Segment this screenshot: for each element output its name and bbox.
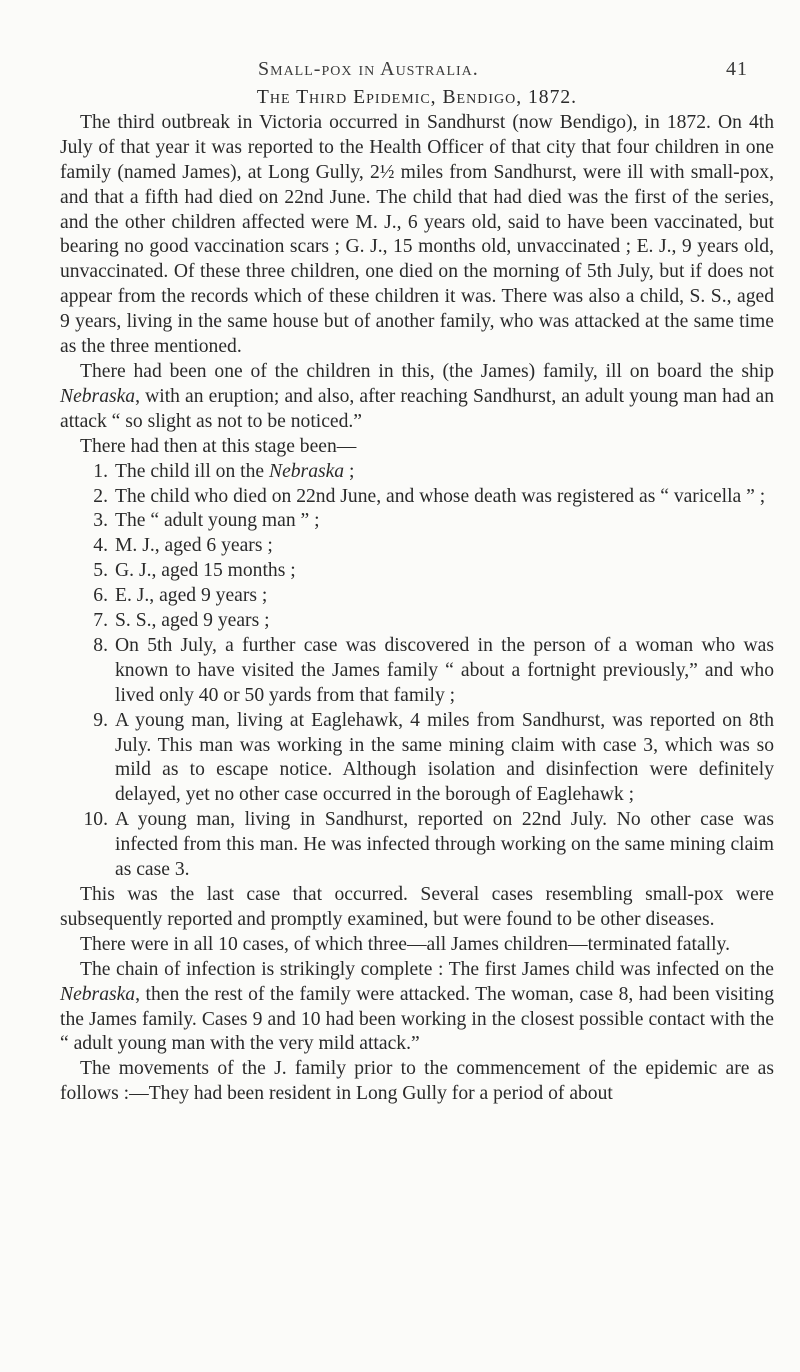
paragraph-total-cases: There were in all 10 cases, of which three—all James children—terminated fatally. — [80, 933, 730, 955]
page-number: 41 — [726, 58, 748, 80]
list-item — [60, 808, 774, 883]
ship-name: Nebraska — [269, 460, 345, 482]
list-item — [60, 584, 774, 609]
running-head-title: Small-pox in Australia. — [258, 58, 479, 80]
list-item — [60, 709, 774, 809]
case-text: S. S., aged 9 years ; — [115, 610, 270, 632]
list-intro: There had then at this stage been— — [80, 435, 357, 457]
case-text: The child who died on 22nd June, and whose death was registered as “ varicella ” ; — [115, 485, 766, 507]
case-number: 3. — [93, 510, 108, 532]
list-item — [60, 509, 774, 534]
case-number: 10. — [83, 809, 108, 831]
case-number: 9. — [93, 709, 108, 731]
paragraph-movements: The movements of the J. family prior to the commencement of the epidemic are as follows :—They had been resident in Long Gully for a period of about — [60, 1058, 774, 1105]
list-item — [60, 559, 774, 584]
case-text: ; — [344, 460, 355, 482]
case-text: The “ adult young man ” ; — [115, 510, 320, 532]
case-number: 8. — [93, 634, 108, 656]
case-number: 2. — [93, 485, 108, 507]
list-item — [60, 460, 774, 485]
list-item — [60, 534, 774, 559]
ship-name: Nebraska — [60, 385, 136, 407]
case-text: E. J., aged 9 years ; — [115, 585, 268, 607]
paragraph-chain — [60, 958, 774, 1058]
paragraph-nebraska — [60, 360, 774, 435]
paragraph-last-case: This was the last case that occurred. Several cases resembling small-pox were subsequently reported and promptly examined, but were found to be other diseases. — [60, 884, 774, 930]
running-head — [258, 58, 748, 81]
case-number: 7. — [93, 610, 108, 632]
case-text: A young man, living at Eaglehawk, 4 miles from Sandhurst, was reported on 8th July. This man was working in the same mining claim with case 3, which was so mild as to escape notice. Although isolation and disinfection were definitely delayed, yet no other case occurred in the borough of Eaglehawk ; — [115, 709, 774, 806]
case-text: On 5th July, a further case was discovered in the person of a woman who was known to have visited the James family “ about a fortnight previously,” and who lived only 40 or 50 yards from that family ; — [115, 634, 774, 706]
paragraph-outbreak: The third outbreak in Victoria occurred in Sandhurst (now Bendigo), in 1872. On 4th July of that year it was reported to the Health Officer of that city that four children in one family (named James), at Long Gully, 2½ miles from Sandhurst, were ill with small-pox, and that a fifth had died on 22nd June. The child that had died was the first of the series, and the other children affected were M. J., 6 years old, said to have been vaccinated, but bearing no good vaccination scars ; G. J., 15 months old, unvaccinated ; E. J., 9 years old, unvaccinated. Of these three children, one died on the morning of 5th July, but if does not appear from the records which of these children it was. There was also a child, S. S., aged 9 years, living in the same house but of another family, who was attacked at the same time as the three mentioned. — [60, 111, 774, 358]
text: There had been one of the children in this, (the James) family, ill on board the ship — [80, 360, 774, 382]
case-number: 5. — [93, 560, 108, 582]
text: The chain of infection is strikingly complete : The first James child was infected on the — [80, 958, 774, 980]
case-number: 6. — [93, 585, 108, 607]
text: , then the rest of the family were attacked. The woman, case 8, had been visiting the James family. Cases 9 and 10 had been working in the closest possible contact with the “ adult young man with the very mild attack.” — [60, 983, 774, 1055]
case-number: 1. — [93, 460, 108, 482]
section-heading: The Third Epidemic, Bendigo, 1872. — [256, 87, 578, 108]
ship-name: Nebraska — [60, 983, 136, 1005]
case-number: 4. — [93, 535, 108, 557]
case-text: M. J., aged 6 years ; — [115, 535, 273, 557]
page-body — [60, 86, 774, 1107]
list-item — [60, 609, 774, 634]
list-item — [60, 634, 774, 709]
text: , with an eruption; and also, after reaching Sandhurst, an adult young man had an attack “ so slight as not to be noticed.” — [60, 385, 774, 432]
case-text: G. J., aged 15 months ; — [115, 560, 296, 582]
case-text: The child ill on the — [115, 460, 269, 482]
list-item — [60, 485, 774, 510]
case-text: A young man, living in Sandhurst, reported on 22nd July. No other case was infected from this man. He was infected through working on the same mining claim as case 3. — [115, 809, 774, 881]
case-list — [60, 460, 774, 883]
